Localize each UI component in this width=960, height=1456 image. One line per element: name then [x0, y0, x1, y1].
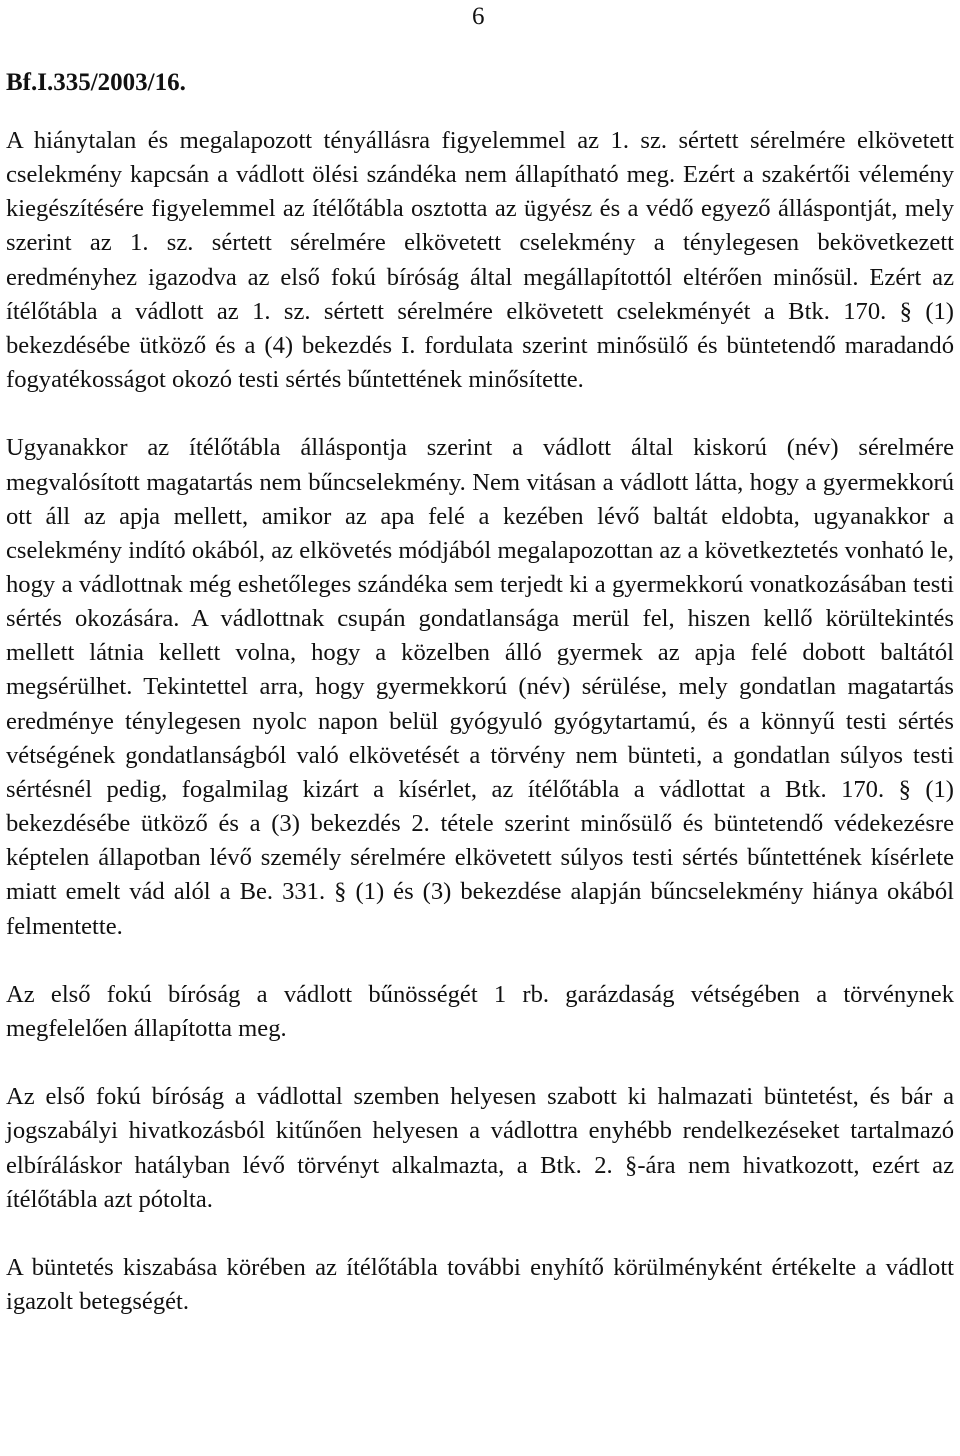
- case-number: Bf.I.335/2003/16.: [6, 69, 186, 96]
- paragraph-acquittal-minor: Ugyanakkor az ítélőtábla álláspontja szerint a vádlott által kiskorú (név) sérelmére megvalósított magatartás nem bűncselekmény. Nem vitásan a vádlott látta, hogy a gyermekkorú ott áll az apja mellett, amikor az apa felé a kezében lévő baltát eldobta, ugyanakkor a cselekmény indító okából, az elkövetés módjából megalapozottan az a következtetés vonható le, hogy a vádlottnak még eshetőleges szándéka sem terjedt ki a gyermekkorú vonatkozásában testi sértés okozására. A vádlottnak csupán gondatlansága merül fel, hiszen kellő körültekintés mellett látnia kellett volna, hogy a közelben álló gyermek az apja felé dobott baltától megsérülhet. Tekintettel arra, hogy gyermekkorú (név) sérülése, mely gondatlan magatartás eredménye ténylegesen nyolc napon belül gyógyuló gyógytartamú, és a könnyű testi sértés vétségének gondatlanságból való elkövetését a törvény nem bünteti, a gondatlan súlyos testi sértésnél pedig, fogalmilag kizárt a kísérlet, az ítélőtábla a vádlottat a Btk. 170. § (1) bekezdésébe ütköző és a (3) bekezdés 2. tétele szerint minősülő és büntetendő védekezésre képtelen állapotban lévő személy sérelmére elkövetett súlyos testi sértés bűntettének kísérlete miatt emelt vád alól a Be. 331. § (1) és (3) bekezdése alapján bűncselekmény hiánya okából felmentette.: [6, 434, 954, 940]
- page-number: 6: [472, 3, 485, 30]
- paragraph-disorderly-conduct: Az első fokú bíróság a vádlott bűnösségét 1 rb. garázdaság vétségében a törvénynek megfelelően állapította meg.: [6, 980, 954, 1043]
- paragraph-mitigating-circumstance: A büntetés kiszabása körében az ítélőtábla további enyhítő körülményként értékelte a vádlott igazolt betegségét.: [6, 1254, 954, 1316]
- paragraph-cumulative-sentence: Az első fokú bíróság a vádlottal szemben helyesen szabott ki halmazati büntetést, és bár a jogszabályi hivatkozásból kitűnően helyesen a vádlottra enyhébb rendelkezéseket tartalmazó elbíráláskor hatályban lévő törvényt alkalmazta, a Btk. 2. §-ára nem hivatkozott, ezért az ítélőtábla azt pótolta.: [6, 1083, 954, 1213]
- paragraph-classification-first-victim: A hiánytalan és megalapozott tényállásra figyelemmel az 1. sz. sértett sérelmére elkövetett cselekmény kapcsán a vádlott ölési szándéka nem állapítható meg. Ezért a szakértői vélemény kiegészítésére figyelemmel az ítélőtábla osztotta az ügyész és a védő egyező álláspontját, mely szerint az 1. sz. sértett sérelmére elkövetett cselekmény a ténylegesen bekövetkezett eredményhez igazodva az első fokú bíróság által megállapítottól eltérően minősül. Ezért az ítélőtábla a vádlott az 1. sz. sértett sérelmére elkövetett cselekményét a Btk. 170. § (1) bekezdésébe ütköző és a (4) bekezdés I. fordulata szerint minősülő és büntetendő maradandó fogyatékosságot okozó testi sértés bűntettének minősítette.: [6, 127, 954, 394]
- document-body: [6, 124, 954, 1319]
